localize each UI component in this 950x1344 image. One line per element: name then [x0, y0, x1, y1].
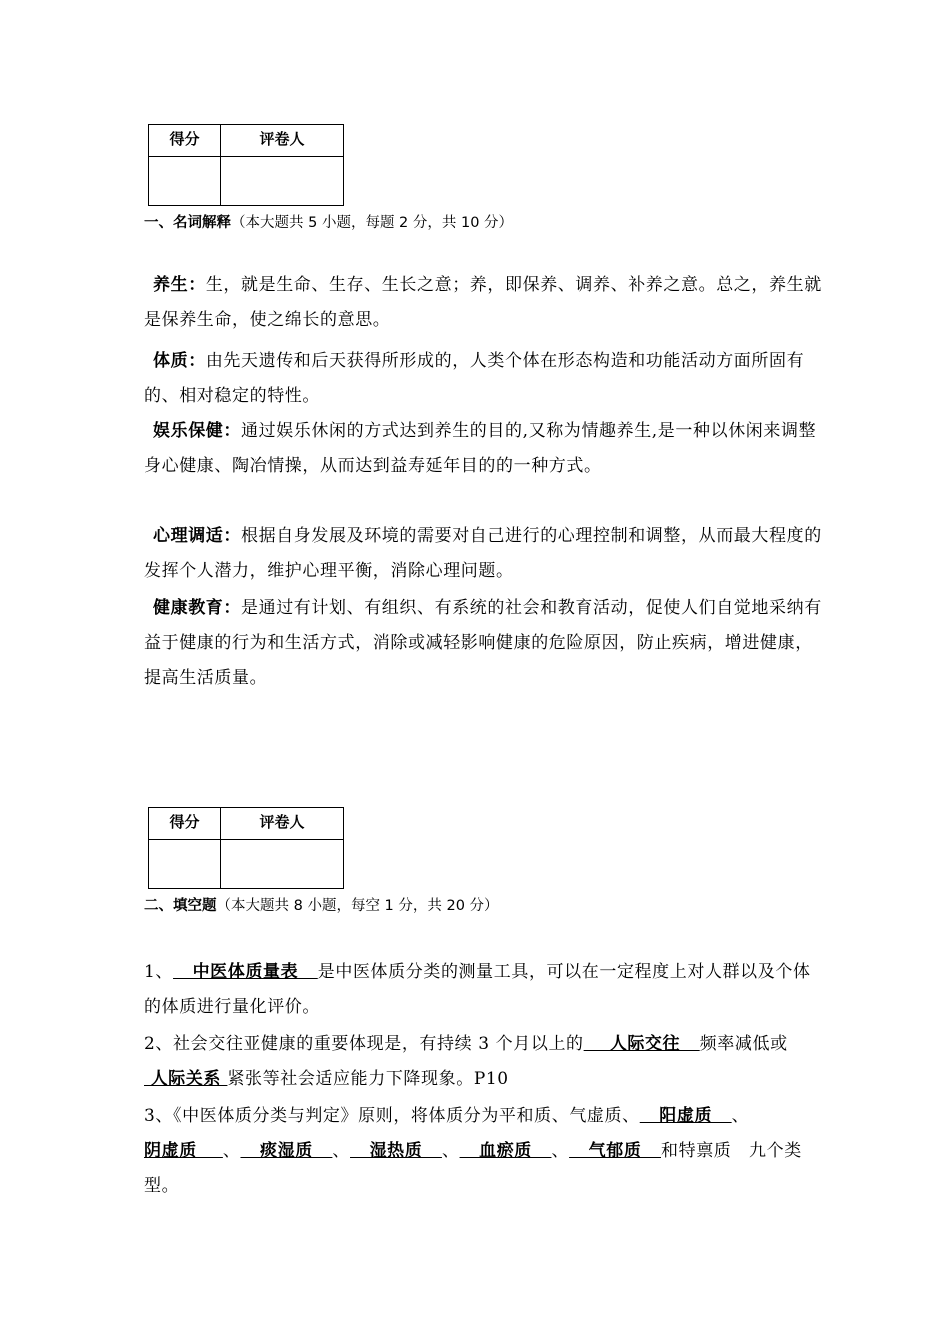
definition-term: 体质： [153, 351, 206, 371]
separator: 、 [731, 1106, 750, 1126]
grader-cell[interactable] [221, 157, 344, 206]
question-1 [144, 955, 824, 1025]
definition-item [144, 268, 824, 338]
score-cell[interactable] [149, 840, 221, 889]
section1-note: （本大题共 5 小题，每题 2 分，共 10 分） [231, 215, 514, 231]
section2-heading [144, 894, 499, 915]
definition-text: 通过娱乐休闲的方式达到养生的目的,又称为情趣养生,是一种以休闲来调整身心健康、陶冶情操，从而达到益寿延年目的的一种方式。 [144, 421, 817, 476]
score-label: 得分 [149, 808, 221, 840]
definition-item [144, 414, 824, 484]
score-table-2 [148, 807, 344, 889]
answer-blank[interactable]: 中医体质量表 [173, 962, 318, 982]
answer-blank[interactable]: 阴虚质 [144, 1141, 223, 1161]
separator: 、 [332, 1141, 351, 1161]
definition-text: 是通过有计划、有组织、有系统的社会和教育活动，促使人们自觉地采纳有益于健康的行为和生活方式，消除或减轻影响健康的危险原因，防止疾病，增进健康，提高生活质量。 [144, 598, 822, 688]
separator: 、 [222, 1141, 241, 1161]
grader-label: 评卷人 [221, 125, 344, 157]
definition-term: 养生： [153, 275, 206, 295]
score-cell[interactable] [149, 157, 221, 206]
separator: 、 [441, 1141, 460, 1161]
section2-note: （本大题共 8 小题，每空 1 分，共 20 分） [216, 898, 499, 914]
definition-term: 健康教育： [153, 598, 241, 618]
score-label: 得分 [149, 125, 221, 157]
definition-term: 心理调适： [153, 526, 241, 546]
question-text: 2、社会交往亚健康的重要体现是，有持续 3 个月以上的 [144, 1034, 584, 1054]
question-3 [144, 1099, 824, 1204]
answer-blank[interactable]: 人际交往 [583, 1034, 700, 1054]
answer-blank[interactable]: 湿热质 [350, 1141, 442, 1161]
question-text: 3、《中医体质分类与判定》原则，将体质分为平和质、气虚质、 [144, 1106, 640, 1126]
section1-title: 一、名词解释 [144, 215, 231, 231]
grader-cell[interactable] [221, 840, 344, 889]
grader-label: 评卷人 [221, 808, 344, 840]
section2-title: 二、填空题 [144, 898, 217, 914]
definition-item [144, 519, 824, 589]
question-text: 1、 [144, 962, 174, 982]
definition-text: 由先天遗传和后天获得所形成的，人类个体在形态构造和功能活动方面所固有的、相对稳定的特性。 [144, 351, 805, 406]
answer-blank[interactable]: 痰湿质 [240, 1141, 333, 1161]
question-2 [144, 1027, 824, 1097]
section1-heading [144, 211, 513, 232]
question-text: 和特禀质 九个类型。 [144, 1141, 802, 1196]
answer-blank[interactable]: 阳虚质 [639, 1106, 732, 1126]
definition-text: 根据自身发展及环境的需要对自己进行的心理控制和调整，从而最大程度的发挥个人潜力，维护心理平衡，消除心理问题。 [144, 526, 822, 581]
definition-term: 娱乐保健： [153, 421, 241, 441]
score-table-1 [148, 124, 344, 206]
question-text: 紧张等社会适应能力下降现象。P10 [227, 1069, 509, 1089]
question-text: 是中医体质分类的测量工具，可以在一定程度上对人群以及个体的体质进行量化评价。 [144, 962, 811, 1017]
question-text: 频率减低或 [699, 1034, 788, 1054]
answer-blank[interactable]: 人际关系 [144, 1069, 228, 1089]
definition-text: 生，就是生命、生存、生长之意；养，即保养、调养、补养之意。总之，养生就是保养生命，使之绵长的意思。 [144, 275, 822, 330]
answer-blank[interactable]: 气郁质 [569, 1141, 661, 1161]
separator: 、 [551, 1141, 570, 1161]
answer-blank[interactable]: 血瘀质 [459, 1141, 552, 1161]
definition-item [144, 344, 824, 414]
definition-item [144, 591, 824, 696]
